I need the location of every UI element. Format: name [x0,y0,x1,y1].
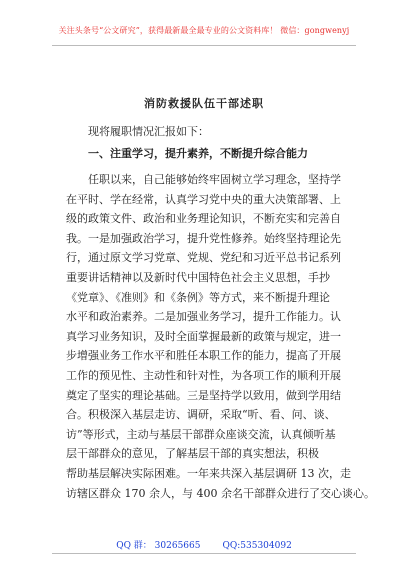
body-line: 我。一是加强政治学习，提升党性修养。始终坚持理论先 [66,231,341,245]
footer-qq: QQ:535304092 [222,541,292,551]
intro-paragraph: 现将履职情况汇报如下： [88,125,209,138]
body-line: 在平时、学在经常，认真学习党中央的重大决策部署、上 [66,192,341,206]
header-banner: 关注头条号“公文研究”，获得最新最全最专业的公文资料库！ 微信：gongwenyj [58,26,350,35]
body-paragraph [66,170,375,503]
body-line: 《党章》、《准则》和《条例》等方式，来不断提升理论 [66,290,330,304]
body-line: 工作的预见性、主动性和针对性，为各项工作的顺利开展 [66,368,341,382]
document-title: 消防救援队伍干部述职 [144,97,264,110]
body-line: 帮助基层解决实际困难。一年来共深入基层调研 13 次，走 [66,466,351,480]
section-heading: 一、注重学习，提升素养，不断提升综合能力 [88,147,308,160]
body-line: 行，通过原文学习党章、党规、党纪和习近平总书记系列 [66,251,341,265]
footer-contact [0,538,408,551]
body-line: 重要讲话精神以及新时代中国特色社会主义思想，手抄 [66,270,330,284]
body-line: 步增强业务工作水平和胜任本职工作的能力，提高了开展 [66,349,341,363]
body-line: 真学习业务知识，及时全面掌握最新的政策与规定，进一 [66,329,341,343]
footer-divider [52,553,356,554]
body-line: 任职以来，自己能够始终牢固树立学习理念，坚持学 [88,173,341,186]
body-line: 奠定了坚实的理论基础。三是坚持学以致用，做到学用结 [66,388,341,402]
body-line: 访辖区群众 170 余人，与 400 余名干部群众进行了交心谈心。 [66,486,375,500]
body-line: 级的政策文件、政治和业务理论知识，不断充实和完善自 [66,212,341,226]
footer-qq-group: QQ 群： 30265665 [116,541,201,551]
body-line: 水平和政治素养。二是加强业务学习，提升工作能力。认 [66,310,341,324]
body-line: 层干部群众的意见，了解基层干部的真实想法，积极 [66,447,319,461]
body-line: 访”等形式，主动与基层干部群众座谈交流，认真倾听基 [66,427,336,441]
body-line: 合。积极深入基层走访、调研，采取“听、看、问、谈、 [66,408,336,422]
header-divider [52,45,356,46]
